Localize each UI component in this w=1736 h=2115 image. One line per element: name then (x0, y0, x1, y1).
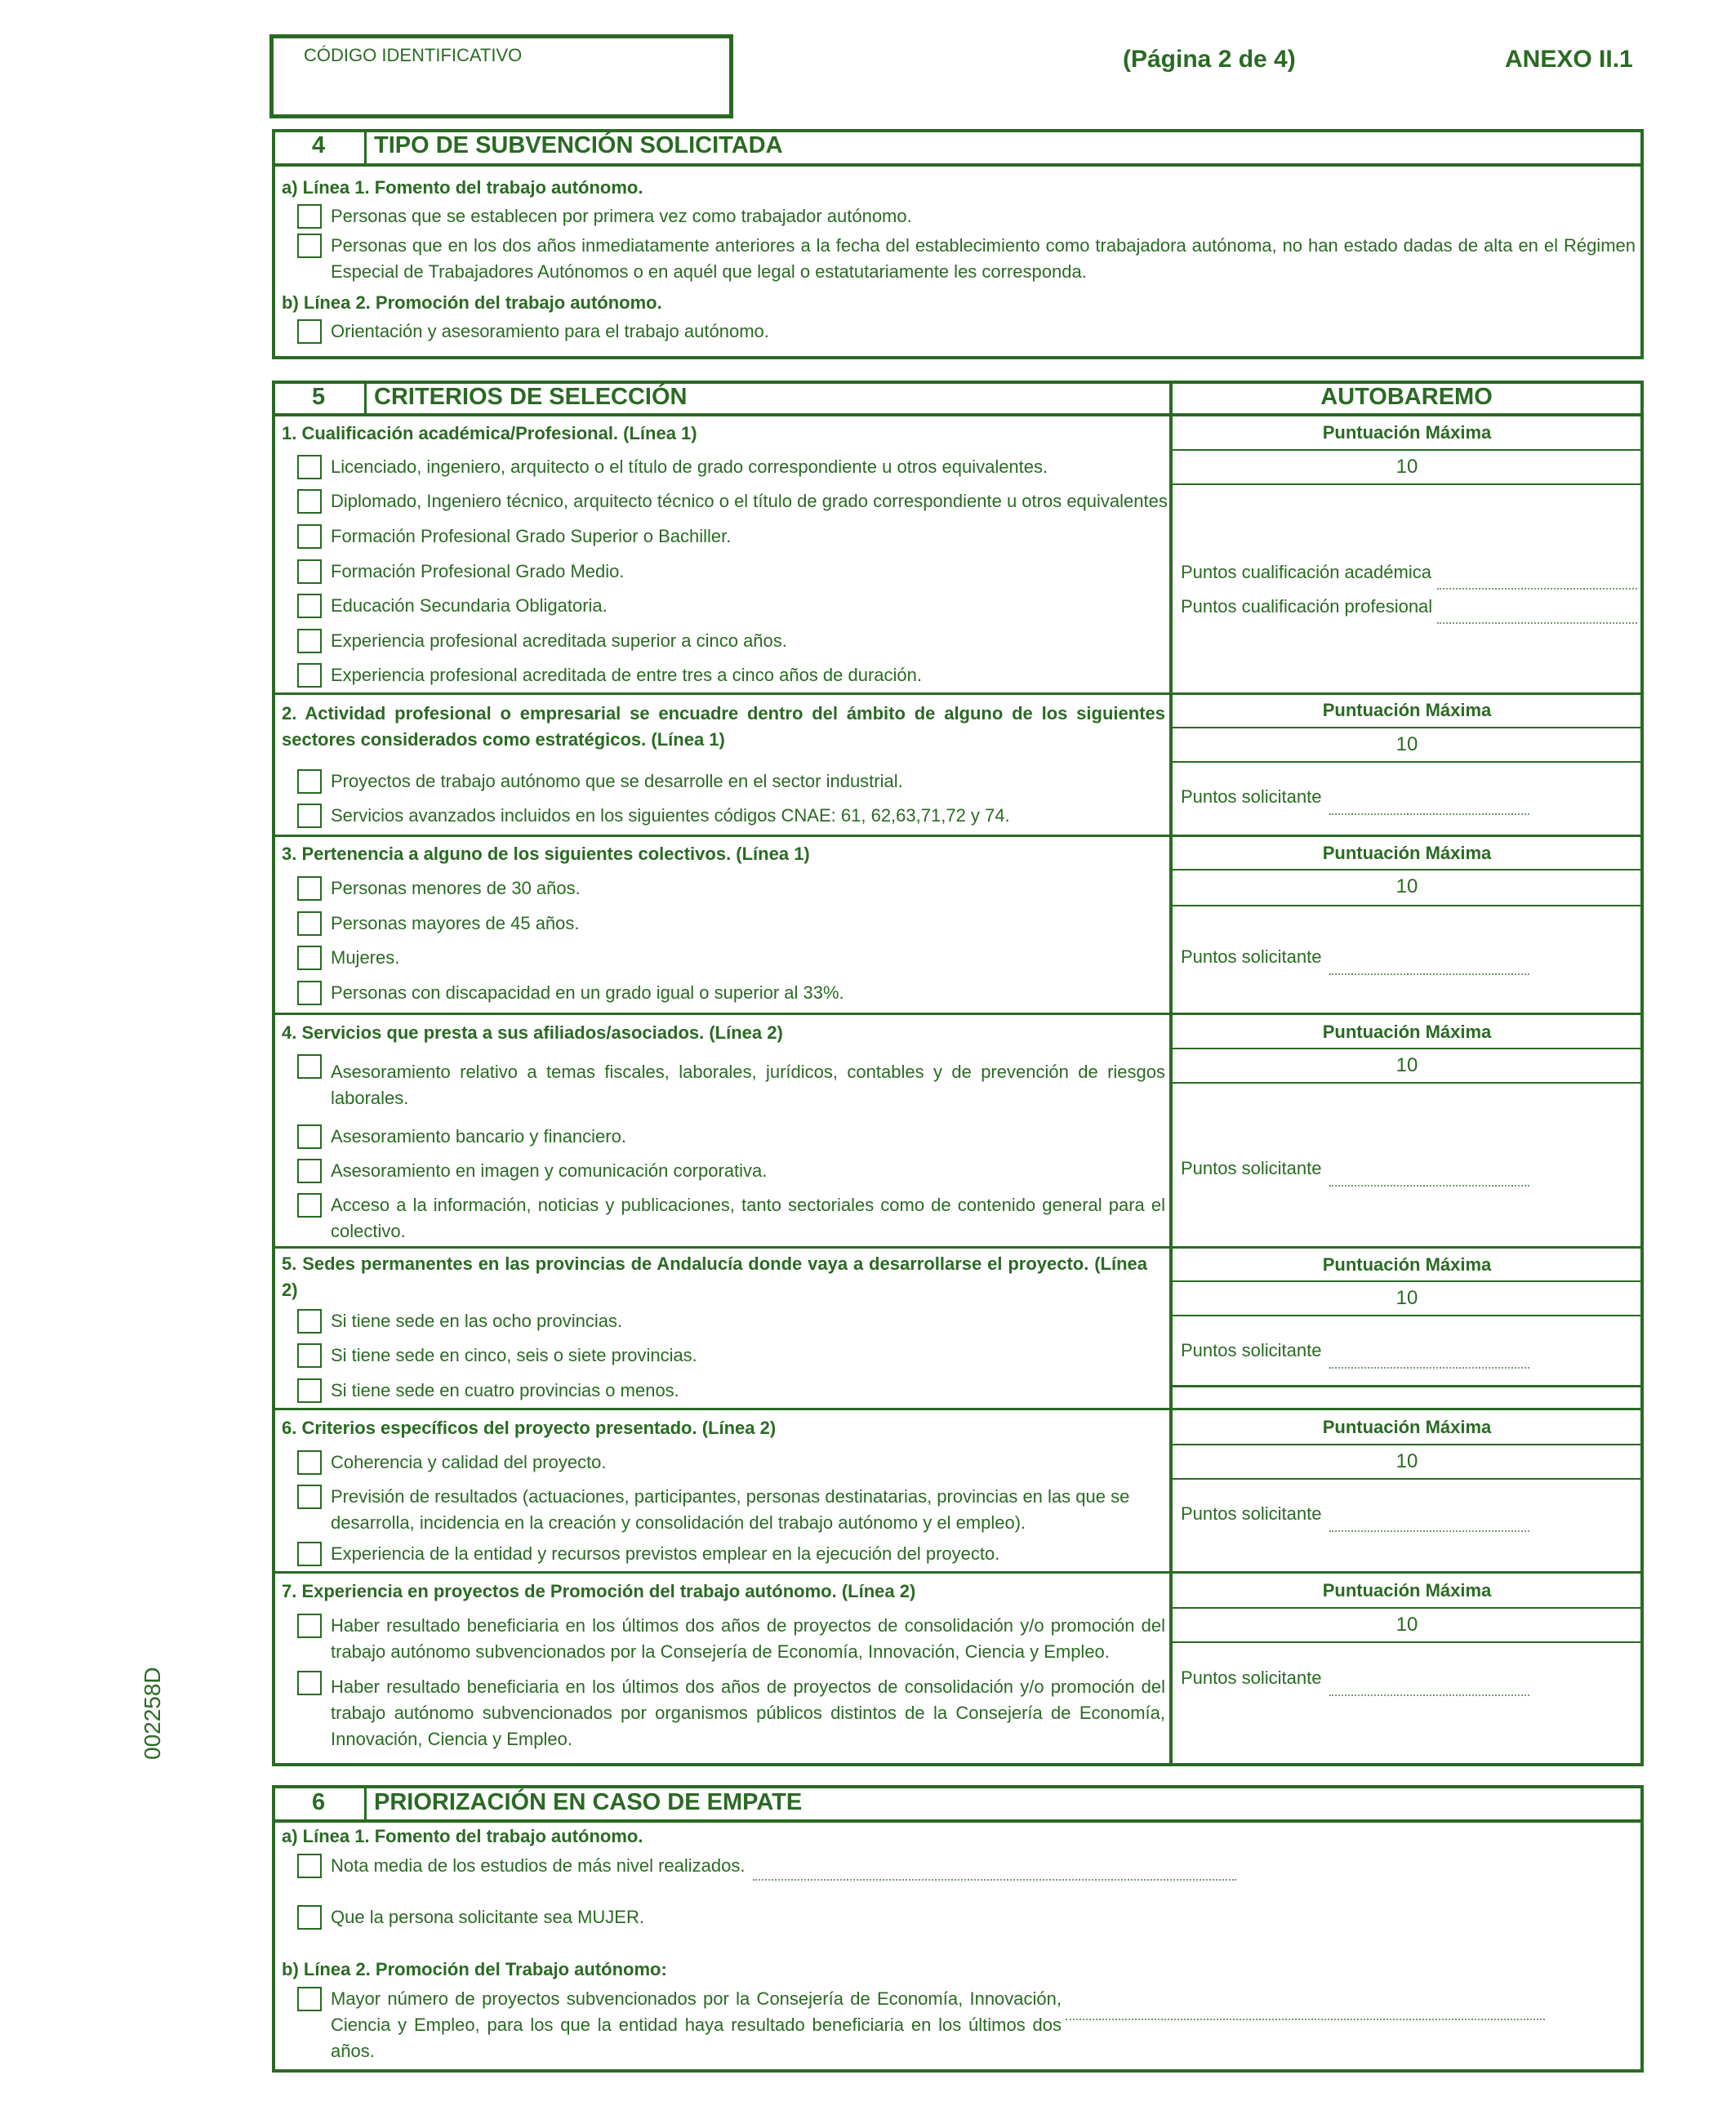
c2-puntos-solicitante-label: Puntos solicitante (1181, 786, 1322, 807)
checkbox-coherencia[interactable] (297, 1450, 322, 1475)
checkbox-cuatro-o-menos[interactable] (297, 1378, 322, 1403)
item-beneficiaria-otros: Haber resultado beneficiaria en los últimos dos años de proyectos de consolidación y/o promoción del trabajo autónomo subvencionados por organismos públicos distintos de la Consejería de Economía, Innovación, Ciencia y Empleo. (331, 1676, 1165, 1749)
autobaremo-header: AUTOBAREMO (1320, 384, 1493, 410)
item-mayor-numero-proyectos: Mayor número de proyectos subvencionados por la Consejería de Economía, Innovación, Ciencia y Empleo, para los que la entidad haya resultado beneficiaria en los últimos dos años. (331, 1988, 1062, 2061)
criterion-2-title: 2. Actividad profesional o empresarial se encuadre dentro del ámbito de alguno de los siguientes sectores considerados como estratégicos. (Línea 1) (282, 703, 1165, 750)
item-discapacidad: Personas con discapacidad en un grado igual o superior al 33%. (331, 982, 844, 1003)
checkbox-experiencia-entidad[interactable] (297, 1542, 322, 1566)
section-6-linea1-title: a) Línea 1. Fomento del trabajo autónomo. (282, 1826, 643, 1846)
checkbox-experiencia-5[interactable] (297, 629, 322, 653)
puntos-profesional-field[interactable] (1437, 622, 1637, 624)
checkbox-discapacidad[interactable] (297, 981, 322, 1005)
nota-media-field[interactable] (753, 1879, 1236, 1881)
anexo-label: ANEXO II.1 (1505, 46, 1633, 73)
checkbox-primera-vez[interactable] (297, 204, 322, 229)
c5-puntos-solicitante-field[interactable] (1329, 1367, 1529, 1369)
c1-max-value: 10 (1395, 456, 1418, 478)
criterion-1-title: 1. Cualificación académica/Profesional. (Línea 1) (282, 423, 697, 443)
section-5-title: CRITERIOS DE SELECCIÓN (374, 384, 688, 410)
c4-puntos-solicitante-field[interactable] (1329, 1185, 1529, 1187)
checkbox-no-alta-reta[interactable] (297, 234, 322, 258)
section-5-number: 5 (312, 384, 326, 410)
c7-max-value: 10 (1395, 1614, 1418, 1636)
c7-puntos-solicitante-field[interactable] (1329, 1694, 1529, 1696)
c6-max-value: 10 (1395, 1450, 1418, 1472)
puntos-profesional-label: Puntos cualificación profesional (1181, 596, 1433, 617)
section-6-title: PRIORIZACIÓN EN CASO DE EMPATE (374, 1789, 803, 1815)
item-orientacion: Orientación y asesoramiento para el trabajo autónomo. (331, 321, 769, 341)
criterion-5-title: 5. Sedes permanentes en las provincias de Andalucía donde vaya a desarrollarse el proyecto. (Línea 2) (282, 1253, 1147, 1300)
item-mujeres: Mujeres. (331, 947, 400, 968)
checkbox-fp-superior[interactable] (297, 524, 322, 549)
item-cnae: Servicios avanzados incluidos en los siguientes códigos CNAE: 61, 62,63,71,72 y 74. (331, 805, 1010, 826)
item-ocho-provincias: Si tiene sede en las ocho provincias. (331, 1311, 623, 1331)
checkbox-beneficiaria-consejeria[interactable] (297, 1614, 322, 1638)
item-coherencia: Coherencia y calidad del proyecto. (331, 1452, 607, 1472)
c4-puntos-solicitante-label: Puntos solicitante (1181, 1158, 1322, 1178)
item-prevision-resultados: Previsión de resultados (actuaciones, participantes, personas destinatarias, provincias en las que se desarrolla, incidencia en la creación y consolidación del trabajo autónomo y el empleo). (331, 1486, 1130, 1533)
checkbox-prevision-resultados[interactable] (297, 1485, 322, 1509)
checkbox-fp-medio[interactable] (297, 559, 322, 584)
item-experiencia-entidad: Experiencia de la entidad y recursos previstos emplear en la ejecución del proyecto. (331, 1543, 1000, 1564)
section-4-linea2-title: b) Línea 2. Promoción del trabajo autónomo. (282, 292, 662, 313)
checkbox-nota-media[interactable] (297, 1854, 322, 1878)
item-fp-superior: Formación Profesional Grado Superior o Bachiller. (331, 526, 732, 546)
c5-max-value: 10 (1395, 1287, 1418, 1309)
item-nota-media: Nota media de los estudios de más nivel realizados. (331, 1855, 746, 1876)
item-diplomado: Diplomado, Ingeniero técnico, arquitecto técnico o el título de grado correspondiente u otros equivalentes. (331, 491, 1173, 511)
criterion-4-title: 4. Servicios que presta a sus afiliados/asociados. (Línea 2) (282, 1022, 783, 1043)
item-mayores-45: Personas mayores de 45 años. (331, 913, 580, 933)
item-asesoramiento-bancario: Asesoramiento bancario y financiero. (331, 1126, 626, 1147)
item-no-alta-reta: Personas que en los dos años inmediatamente anteriores a la fecha del establecimiento como trabajadora autónoma, no han estado dadas de alta en el Régimen Especial de Trabajadores Autónomos o en aquél que legal o estatutariamente les corresponda. (331, 235, 1636, 282)
checkbox-solicitante-mujer[interactable] (297, 1905, 322, 1930)
checkbox-licenciado[interactable] (297, 455, 322, 479)
item-acceso-informacion: Acceso a la información, noticias y publicaciones, tanto sectoriales como de contenido general para el colectivo. (331, 1195, 1165, 1241)
c3-puntuacion-maxima: Puntuación Máxima (1322, 843, 1492, 863)
c4-max-value: 10 (1395, 1054, 1418, 1076)
checkbox-diplomado[interactable] (297, 489, 322, 514)
checkbox-eso[interactable] (297, 594, 322, 618)
criterion-7-title: 7. Experiencia en proyectos de Promoción del trabajo autónomo. (Línea 2) (282, 1581, 916, 1601)
item-eso: Educación Secundaria Obligatoria. (331, 595, 608, 616)
item-licenciado: Licenciado, ingeniero, arquitecto o el título de grado correspondiente u otros equivalentes. (331, 456, 1048, 477)
item-primera-vez: Personas que se establecen por primera vez como trabajador autónomo. (331, 206, 912, 226)
codigo-identificativo-label: CÓDIGO IDENTIFICATIVO (304, 45, 523, 65)
c2-puntos-solicitante-field[interactable] (1329, 813, 1529, 815)
checkbox-asesoramiento-fiscal[interactable] (297, 1054, 322, 1079)
side-document-code: 002258D (140, 1667, 165, 1760)
item-fp-medio: Formación Profesional Grado Medio. (331, 561, 625, 581)
item-experiencia-3-5: Experiencia profesional acreditada de entre tres a cinco años de duración. (331, 665, 923, 685)
page-indicator: (Página 2 de 4) (1123, 46, 1296, 73)
item-cuatro-o-menos: Si tiene sede en cuatro provincias o menos. (331, 1380, 679, 1400)
checkbox-cinco-seis-siete[interactable] (297, 1343, 322, 1368)
c4-puntuacion-maxima: Puntuación Máxima (1322, 1022, 1492, 1042)
checkbox-mayor-numero-proyectos[interactable] (297, 1987, 322, 2011)
criterion-6-title: 6. Criterios específicos del proyecto presentado. (Línea 2) (282, 1418, 777, 1438)
c7-puntuacion-maxima: Puntuación Máxima (1322, 1580, 1492, 1601)
c1-puntuacion-maxima: Puntuación Máxima (1322, 422, 1492, 443)
checkbox-orientacion[interactable] (297, 319, 322, 344)
checkbox-experiencia-3-5[interactable] (297, 663, 322, 688)
c2-puntuacion-maxima: Puntuación Máxima (1322, 700, 1492, 720)
checkbox-cnae[interactable] (297, 804, 322, 828)
item-beneficiaria-consejeria: Haber resultado beneficiaria en los últimos dos años de proyectos de consolidación y/o promoción del trabajo autónomo subvencionados por la Consejería de Economía, Innovación, Ciencia y Empleo. (331, 1615, 1165, 1662)
item-asesoramiento-imagen: Asesoramiento en imagen y comunicación corporativa. (331, 1160, 768, 1181)
c3-puntos-solicitante-label: Puntos solicitante (1181, 946, 1322, 967)
checkbox-acceso-informacion[interactable] (297, 1193, 322, 1218)
checkbox-beneficiaria-otros[interactable] (297, 1671, 322, 1695)
c7-puntos-solicitante-label: Puntos solicitante (1181, 1668, 1322, 1688)
checkbox-ocho-provincias[interactable] (297, 1309, 322, 1334)
item-sector-industrial: Proyectos de trabajo autónomo que se desarrolle en el sector industrial. (331, 771, 903, 791)
section-6-linea2-title: b) Línea 2. Promoción del Trabajo autónomo: (282, 1959, 667, 1979)
c5-puntuacion-maxima: Puntuación Máxima (1322, 1254, 1492, 1275)
c2-max-value: 10 (1395, 733, 1418, 755)
checkbox-sector-industrial[interactable] (297, 769, 322, 794)
mayor-numero-proyectos-field[interactable] (1066, 2019, 1545, 2020)
item-cinco-seis-siete: Si tiene sede en cinco, seis o siete provincias. (331, 1345, 697, 1365)
checkbox-mayores-45[interactable] (297, 911, 322, 936)
criterion-3-title: 3. Pertenencia a alguno de los siguientes colectivos. (Línea 1) (282, 844, 810, 864)
c6-puntuacion-maxima: Puntuación Máxima (1322, 1417, 1492, 1437)
section-4-number: 4 (312, 132, 326, 158)
checkbox-asesoramiento-imagen[interactable] (297, 1159, 322, 1183)
item-asesoramiento-fiscal: Asesoramiento relativo a temas fiscales, laborales, jurídicos, contables y de prevención de riesgos laborales. (331, 1062, 1165, 1108)
item-menores-30: Personas menores de 30 años. (331, 878, 581, 898)
checkbox-mujeres[interactable] (297, 946, 322, 970)
section-4-linea1-title: a) Línea 1. Fomento del trabajo autónomo. (282, 177, 643, 198)
item-experiencia-5: Experiencia profesional acreditada superior a cinco años. (331, 630, 787, 651)
checkbox-asesoramiento-bancario[interactable] (297, 1124, 322, 1149)
item-solicitante-mujer: Que la persona solicitante sea MUJER. (331, 1907, 644, 1927)
c6-puntos-solicitante-field[interactable] (1329, 1530, 1529, 1532)
c5-puntos-solicitante-label: Puntos solicitante (1181, 1340, 1322, 1360)
c6-puntos-solicitante-label: Puntos solicitante (1181, 1503, 1322, 1524)
puntos-academica-label: Puntos cualificación académica (1181, 562, 1431, 582)
puntos-academica-field[interactable] (1437, 588, 1637, 590)
section-4-title: TIPO DE SUBVENCIÓN SOLICITADA (374, 132, 783, 158)
c3-max-value: 10 (1395, 875, 1418, 897)
section-6-number: 6 (312, 1789, 326, 1815)
checkbox-menores-30[interactable] (297, 876, 322, 901)
c3-puntos-solicitante-field[interactable] (1329, 973, 1529, 975)
